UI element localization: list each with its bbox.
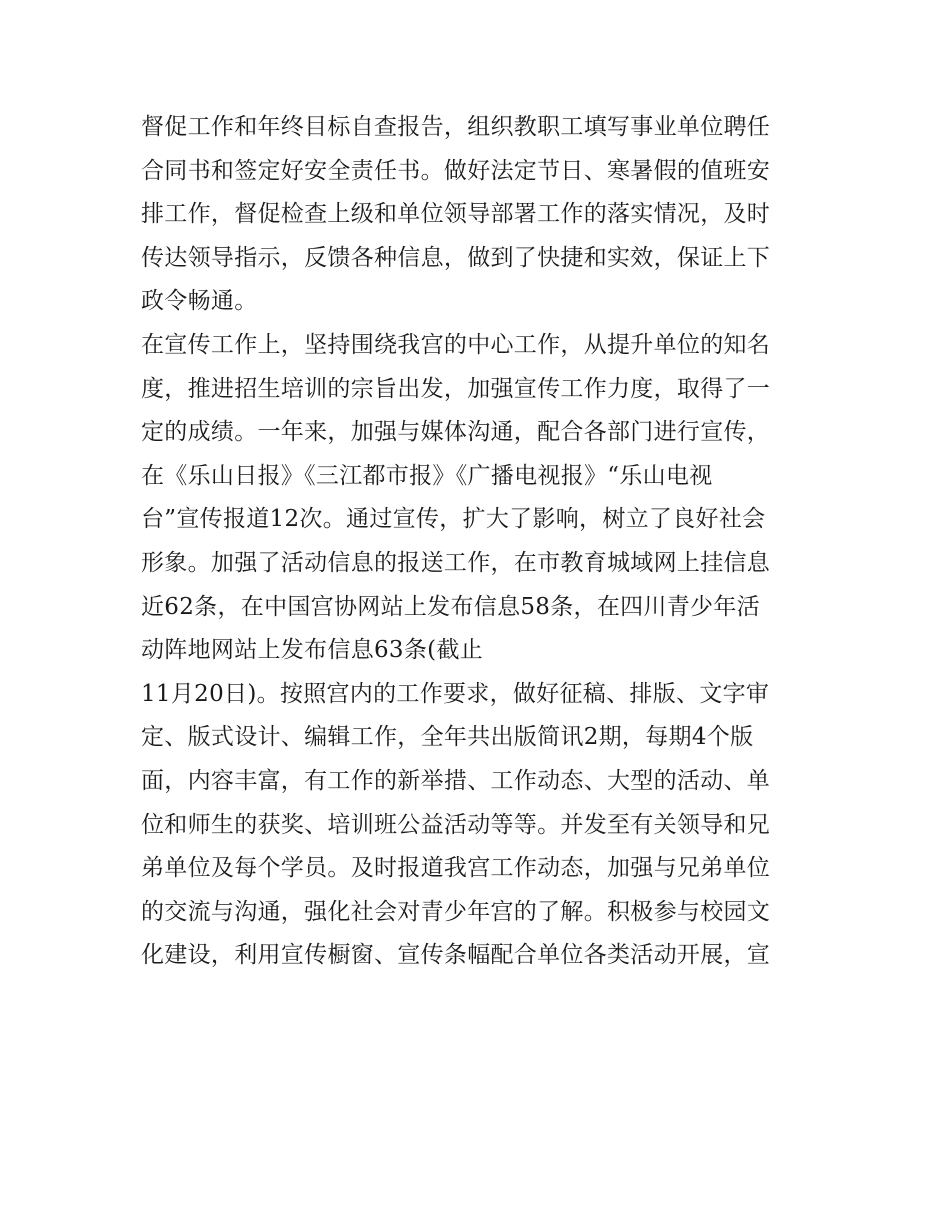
- text-line: 定的成绩。一年来，加强与媒体沟通，配合各部门进行宣传，: [141, 419, 771, 446]
- text-line: 位和师生的获奖、培训班公益活动等等。并发至有关领导和兄: [141, 811, 771, 838]
- text-line: 近62条，在中国宫协网站上发布信息58条，在四川青少年活: [141, 593, 760, 620]
- text-line: 面，内容丰富，有工作的新举措、工作动态、大型的活动、单: [141, 767, 771, 794]
- text-line: 在《乐山日报》《三江都市报》《广播电视报》“乐山电视: [141, 462, 713, 489]
- text-line: 在宣传工作上，坚持围绕我宫的中心工作，从提升单位的知名: [141, 331, 771, 358]
- text-line: 的交流与沟通，强化社会对青少年宫的了解。积极参与校园文: [141, 898, 771, 925]
- text-line: 化建设，利用宣传橱窗、宣传条幅配合单位各类活动开展，宣: [141, 942, 771, 969]
- text-line: 排工作，督促检查上级和单位领导部署工作的落实情况，及时: [141, 201, 771, 228]
- body-text: [141, 106, 821, 978]
- text-line: 弟单位及每个学员。及时报道我宫工作动态，加强与兄弟单位: [141, 855, 771, 882]
- text-line: 11月20日)。按照宫内的工作要求，做好征稿、排版、文字审: [141, 680, 770, 707]
- text-line: 督促工作和年终目标自查报告，组织教职工填写事业单位聘任: [141, 114, 771, 140]
- text-line: 度，推进招生培训的宗旨出发，加强宣传工作力度，取得了一: [141, 375, 771, 402]
- text-line: 传达领导指示，反馈各种信息，做到了快捷和实效，保证上下: [141, 244, 771, 271]
- text-line: 合同书和签定好安全责任书。做好法定节日、寒暑假的值班安: [141, 157, 771, 184]
- text-line: 定、版式设计、编辑工作，全年共出版简讯2期，每期4个版: [141, 724, 754, 751]
- text-line: 政令畅通。: [141, 288, 258, 315]
- text-line: 动阵地网站上发布信息63条(截止: [141, 637, 484, 664]
- text-line: 台”宣传报道12次。通过宣传，扩大了影响，树立了良好社会: [141, 506, 766, 533]
- text-line: 形象。加强了活动信息的报送工作，在市教育城域网上挂信息: [141, 549, 771, 576]
